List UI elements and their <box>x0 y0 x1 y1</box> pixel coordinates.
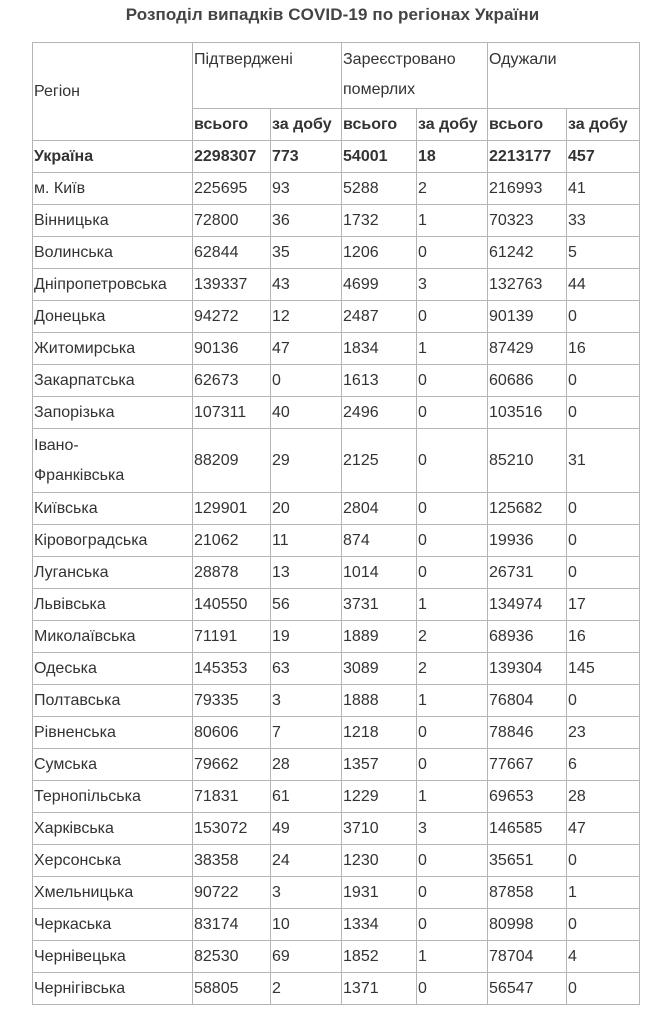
header-deaths <box>342 43 488 109</box>
header-confirmed-label: Підтверджені <box>194 51 293 68</box>
cell-region: Одеська <box>33 653 193 685</box>
cell-confirmed-total: 79335 <box>193 685 271 717</box>
total-confirmed-day: 773 <box>271 141 342 173</box>
cell-deaths-total: 3710 <box>342 813 417 845</box>
cell-recovered-total: 60686 <box>488 365 567 397</box>
cell-deaths-total: 1014 <box>342 557 417 589</box>
header-confirmed <box>193 43 342 109</box>
total-row <box>33 141 640 173</box>
cell-confirmed-day: 7 <box>271 717 342 749</box>
cell-confirmed-day: 12 <box>271 301 342 333</box>
cell-recovered-total: 125682 <box>488 493 567 525</box>
cell-confirmed-day: 10 <box>271 909 342 941</box>
cell-recovered-total: 216993 <box>488 173 567 205</box>
cell-confirmed-total: 153072 <box>193 813 271 845</box>
cell-deaths-day: 2 <box>417 621 488 653</box>
cell-recovered-total: 87858 <box>488 877 567 909</box>
cell-recovered-total: 80998 <box>488 909 567 941</box>
table-row <box>33 621 640 653</box>
cell-recovered-day: 44 <box>567 269 640 301</box>
cell-region: Кіровоградська <box>33 525 193 557</box>
cell-region: Київська <box>33 493 193 525</box>
cell-confirmed-day: 28 <box>271 749 342 781</box>
cell-recovered-total: 26731 <box>488 557 567 589</box>
cell-deaths-day: 3 <box>417 813 488 845</box>
table-row <box>33 237 640 269</box>
subheader-recovered-day: за добу <box>567 109 640 141</box>
cell-deaths-day: 0 <box>417 973 488 1005</box>
cell-recovered-day: 1 <box>567 877 640 909</box>
cell-recovered-day: 5 <box>567 237 640 269</box>
cell-confirmed-day: 36 <box>271 205 342 237</box>
table-row <box>33 909 640 941</box>
total-deaths: 54001 <box>342 141 417 173</box>
cell-deaths-day: 0 <box>417 237 488 269</box>
table-row <box>33 301 640 333</box>
cell-recovered-day: 33 <box>567 205 640 237</box>
cell-recovered-total: 132763 <box>488 269 567 301</box>
table-row <box>33 781 640 813</box>
table-row <box>33 877 640 909</box>
cell-region: Миколаївська <box>33 621 193 653</box>
cell-deaths-total: 1357 <box>342 749 417 781</box>
cell-region: Вінницька <box>33 205 193 237</box>
cell-recovered-day: 16 <box>567 621 640 653</box>
table-row <box>33 845 640 877</box>
cell-region: Рівненська <box>33 717 193 749</box>
cell-recovered-day: 0 <box>567 973 640 1005</box>
cell-confirmed-day: 56 <box>271 589 342 621</box>
cell-deaths-total: 2804 <box>342 493 417 525</box>
cell-confirmed-total: 79662 <box>193 749 271 781</box>
cell-confirmed-day: 20 <box>271 493 342 525</box>
subheader-confirmed-total: всього <box>193 109 271 141</box>
cell-confirmed-total: 90722 <box>193 877 271 909</box>
cell-region: Дніпропетровська <box>33 269 193 301</box>
cell-region: Донецька <box>33 301 193 333</box>
cell-deaths-day: 2 <box>417 653 488 685</box>
cell-deaths-total: 874 <box>342 525 417 557</box>
cell-recovered-day: 0 <box>567 365 640 397</box>
cell-deaths-total: 1334 <box>342 909 417 941</box>
table-row <box>33 397 640 429</box>
cell-confirmed-day: 40 <box>271 397 342 429</box>
cell-recovered-total: 35651 <box>488 845 567 877</box>
cell-region: Полтавська <box>33 685 193 717</box>
cell-recovered-day: 0 <box>567 397 640 429</box>
table-row <box>33 685 640 717</box>
cell-recovered-day: 0 <box>567 685 640 717</box>
cell-deaths-day: 3 <box>417 269 488 301</box>
cell-deaths-day: 0 <box>417 301 488 333</box>
cell-confirmed-total: 72800 <box>193 205 271 237</box>
subheader-recovered-total: всього <box>488 109 567 141</box>
cell-recovered-day: 6 <box>567 749 640 781</box>
cell-recovered-day: 0 <box>567 909 640 941</box>
cell-region: Сумська <box>33 749 193 781</box>
cell-deaths-day: 1 <box>417 205 488 237</box>
cell-confirmed-day: 43 <box>271 269 342 301</box>
table-row <box>33 173 640 205</box>
table-row <box>33 589 640 621</box>
cell-confirmed-day: 63 <box>271 653 342 685</box>
cell-deaths-day: 0 <box>417 365 488 397</box>
cell-deaths-total: 1371 <box>342 973 417 1005</box>
header-region: Регіон <box>33 43 193 141</box>
cell-confirmed-total: 71191 <box>193 621 271 653</box>
cell-recovered-total: 78704 <box>488 941 567 973</box>
cell-deaths-total: 1852 <box>342 941 417 973</box>
cell-recovered-total: 139304 <box>488 653 567 685</box>
cell-deaths-day: 1 <box>417 941 488 973</box>
cell-recovered-day: 0 <box>567 301 640 333</box>
cell-deaths-day: 0 <box>417 749 488 781</box>
cell-deaths-day: 0 <box>417 909 488 941</box>
cell-deaths-day: 0 <box>417 525 488 557</box>
covid-regions-table <box>32 42 640 1005</box>
table-row <box>33 941 640 973</box>
cell-confirmed-total: 71831 <box>193 781 271 813</box>
table-row <box>33 525 640 557</box>
table-row <box>33 269 640 301</box>
cell-recovered-total: 103516 <box>488 397 567 429</box>
cell-recovered-total: 90139 <box>488 301 567 333</box>
cell-deaths-total: 1889 <box>342 621 417 653</box>
cell-region: Харківська <box>33 813 193 845</box>
cell-region: Закарпатська <box>33 365 193 397</box>
cell-confirmed-total: 140550 <box>193 589 271 621</box>
cell-confirmed-day: 61 <box>271 781 342 813</box>
cell-confirmed-day: 0 <box>271 365 342 397</box>
cell-confirmed-total: 28878 <box>193 557 271 589</box>
cell-region: Херсонська <box>33 845 193 877</box>
cell-recovered-day: 4 <box>567 941 640 973</box>
cell-recovered-day: 17 <box>567 589 640 621</box>
cell-confirmed-total: 107311 <box>193 397 271 429</box>
cell-confirmed-day: 47 <box>271 333 342 365</box>
cell-region: Івано- Франківська <box>33 429 193 493</box>
cell-deaths-day: 0 <box>417 429 488 493</box>
cell-region: Луганська <box>33 557 193 589</box>
cell-recovered-day: 0 <box>567 845 640 877</box>
cell-confirmed-total: 90136 <box>193 333 271 365</box>
cell-deaths-day: 0 <box>417 397 488 429</box>
cell-deaths-total: 3731 <box>342 589 417 621</box>
total-recovered: 2213177 <box>488 141 567 173</box>
table-row <box>33 557 640 589</box>
cell-deaths-total: 1229 <box>342 781 417 813</box>
cell-recovered-day: 0 <box>567 493 640 525</box>
cell-deaths-day: 2 <box>417 173 488 205</box>
cell-recovered-day: 0 <box>567 525 640 557</box>
total-confirmed: 2298307 <box>193 141 271 173</box>
cell-confirmed-total: 225695 <box>193 173 271 205</box>
cell-confirmed-day: 13 <box>271 557 342 589</box>
cell-deaths-total: 4699 <box>342 269 417 301</box>
cell-region: м. Київ <box>33 173 193 205</box>
cell-confirmed-day: 24 <box>271 845 342 877</box>
header-row <box>33 43 640 109</box>
cell-recovered-day: 47 <box>567 813 640 845</box>
cell-confirmed-day: 35 <box>271 237 342 269</box>
cell-recovered-total: 87429 <box>488 333 567 365</box>
header-recovered <box>488 43 640 109</box>
cell-deaths-total: 1834 <box>342 333 417 365</box>
cell-recovered-day: 28 <box>567 781 640 813</box>
cell-deaths-total: 1732 <box>342 205 417 237</box>
cell-confirmed-day: 49 <box>271 813 342 845</box>
cell-confirmed-total: 80606 <box>193 717 271 749</box>
cell-deaths-total: 1931 <box>342 877 417 909</box>
cell-confirmed-total: 58805 <box>193 973 271 1005</box>
cell-deaths-day: 0 <box>417 717 488 749</box>
cell-region: Львівська <box>33 589 193 621</box>
cell-confirmed-total: 145353 <box>193 653 271 685</box>
cell-deaths-day: 1 <box>417 685 488 717</box>
cell-deaths-day: 0 <box>417 845 488 877</box>
table-row <box>33 813 640 845</box>
table-row <box>33 333 640 365</box>
cell-deaths-total: 3089 <box>342 653 417 685</box>
cell-region: Тернопільська <box>33 781 193 813</box>
cell-region: Житомирська <box>33 333 193 365</box>
cell-recovered-total: 146585 <box>488 813 567 845</box>
cell-confirmed-day: 19 <box>271 621 342 653</box>
cell-deaths-total: 1206 <box>342 237 417 269</box>
cell-deaths-total: 1888 <box>342 685 417 717</box>
cell-region: Запорізька <box>33 397 193 429</box>
header-recovered-label: Одужали <box>489 51 557 68</box>
cell-confirmed-day: 11 <box>271 525 342 557</box>
header-deaths-line1: Зареєстровано <box>343 51 456 68</box>
cell-region: Чернігівська <box>33 973 193 1005</box>
cell-confirmed-day: 3 <box>271 685 342 717</box>
cell-deaths-day: 0 <box>417 557 488 589</box>
subheader-deaths-total: всього <box>342 109 417 141</box>
cell-confirmed-total: 88209 <box>193 429 271 493</box>
cell-recovered-day: 31 <box>567 429 640 493</box>
cell-deaths-total: 2496 <box>342 397 417 429</box>
total-deaths-day: 18 <box>417 141 488 173</box>
cell-confirmed-total: 62844 <box>193 237 271 269</box>
cell-confirmed-day: 93 <box>271 173 342 205</box>
cell-confirmed-day: 69 <box>271 941 342 973</box>
cell-recovered-total: 68936 <box>488 621 567 653</box>
cell-recovered-total: 69653 <box>488 781 567 813</box>
cell-recovered-total: 134974 <box>488 589 567 621</box>
cell-recovered-day: 23 <box>567 717 640 749</box>
cell-deaths-total: 2487 <box>342 301 417 333</box>
cell-confirmed-day: 2 <box>271 973 342 1005</box>
subheader-confirmed-day: за добу <box>271 109 342 141</box>
cell-confirmed-day: 29 <box>271 429 342 493</box>
cell-deaths-total: 2125 <box>342 429 417 493</box>
cell-confirmed-day: 3 <box>271 877 342 909</box>
cell-region: Хмельницька <box>33 877 193 909</box>
cell-recovered-day: 145 <box>567 653 640 685</box>
table-row <box>33 973 640 1005</box>
cell-deaths-day: 1 <box>417 781 488 813</box>
cell-recovered-day: 16 <box>567 333 640 365</box>
cell-recovered-day: 0 <box>567 557 640 589</box>
cell-confirmed-total: 62673 <box>193 365 271 397</box>
table-row <box>33 365 640 397</box>
table-row <box>33 717 640 749</box>
cell-deaths-total: 5288 <box>342 173 417 205</box>
cell-region: Чернівецька <box>33 941 193 973</box>
cell-deaths-day: 1 <box>417 333 488 365</box>
cell-confirmed-total: 21062 <box>193 525 271 557</box>
cell-recovered-total: 19936 <box>488 525 567 557</box>
cell-deaths-day: 0 <box>417 877 488 909</box>
cell-deaths-day: 0 <box>417 493 488 525</box>
table-row <box>33 653 640 685</box>
cell-deaths-total: 1218 <box>342 717 417 749</box>
cell-region: Волинська <box>33 237 193 269</box>
cell-region: Черкаська <box>33 909 193 941</box>
cell-recovered-total: 61242 <box>488 237 567 269</box>
cell-recovered-total: 76804 <box>488 685 567 717</box>
table-row <box>33 493 640 525</box>
total-region: Україна <box>33 141 193 173</box>
cell-deaths-total: 1613 <box>342 365 417 397</box>
cell-confirmed-total: 82530 <box>193 941 271 973</box>
cell-deaths-total: 1230 <box>342 845 417 877</box>
cell-recovered-total: 77667 <box>488 749 567 781</box>
cell-deaths-day: 1 <box>417 589 488 621</box>
cell-confirmed-total: 83174 <box>193 909 271 941</box>
header-deaths-line2: померлих <box>343 81 416 98</box>
cell-confirmed-total: 139337 <box>193 269 271 301</box>
cell-recovered-total: 56547 <box>488 973 567 1005</box>
table-row <box>33 749 640 781</box>
cell-confirmed-total: 38358 <box>193 845 271 877</box>
subheader-deaths-day: за добу <box>417 109 488 141</box>
cell-confirmed-total: 129901 <box>193 493 271 525</box>
table-row <box>33 429 640 493</box>
cell-recovered-total: 70323 <box>488 205 567 237</box>
table-row <box>33 205 640 237</box>
cell-recovered-total: 78846 <box>488 717 567 749</box>
total-recovered-day: 457 <box>567 141 640 173</box>
cell-recovered-total: 85210 <box>488 429 567 493</box>
page-title: Розподіл випадків COVID-19 по регіонах України <box>125 5 540 24</box>
cell-recovered-day: 41 <box>567 173 640 205</box>
cell-confirmed-total: 94272 <box>193 301 271 333</box>
